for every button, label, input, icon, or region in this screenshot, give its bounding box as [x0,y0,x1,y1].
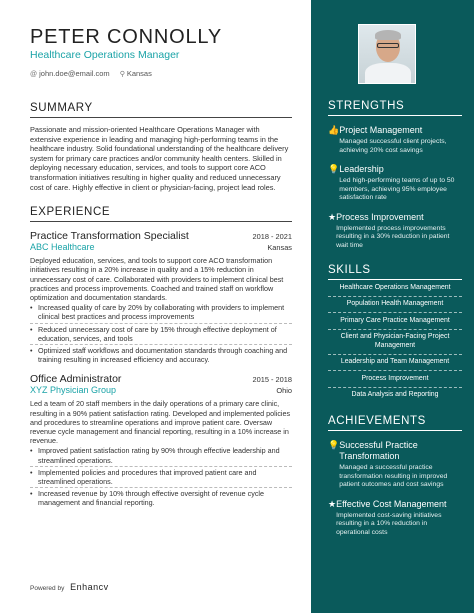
location-contact [120,69,152,78]
job-location: Ohio [276,386,292,396]
achievement-desc: Implemented cost-saving initiatives resulting in a 10% reduction in operational costs [336,511,442,536]
job-dates: 2015 - 2018 [252,375,292,385]
profile-photo [358,24,416,84]
job-location: Kansas [267,243,292,253]
job-bullet: • Improved patient satisfaction rating by 90% through effective leadership and streamlined operations. [30,446,292,466]
job-description: Led a team of 20 staff members in the daily operations of a primary care clinic, resulting in a 90% patient satisfaction rating. Developed and implemented policies and procedures to streamline operations and improve patient care. Oversaw revenue cycle management and financial reporting, resulting in a 10% increase in revenue. [30,399,291,446]
job-position: Office Administrator [30,373,122,386]
job-bullets [30,303,292,365]
photo-shirt [365,63,411,84]
powered-by [30,582,109,592]
summary-heading: SUMMARY [30,102,292,118]
star-icon: ★ [328,498,337,509]
job-position: Practice Transformation Specialist [30,230,189,243]
at-icon: @ [30,71,38,78]
strength-name: Leadership [339,164,384,174]
strength-desc: Managed successful client projects, achieving 20% cost savings [339,138,447,154]
lightbulb-icon: 💡 [328,164,340,174]
photo-glasses [377,43,399,48]
job-bullet: • Increased revenue by 10% through effective oversight of revenue cycle management and financial reporting. [30,489,292,508]
skill-item: Healthcare Operations Management [328,280,462,297]
achievement-desc: Managed a successful practice transformation resulting in improved patient outcomes and cost savings [339,464,448,488]
achievement-name: Effective Cost Management [336,498,447,509]
strength-name: Project Management [339,125,423,135]
strength-item [328,164,462,203]
company-name: XYZ Physician Group [30,385,117,396]
job-bullet: • Increased quality of care by 20% by collaborating with providers to implement clinical best practices and process improvements [30,303,292,323]
job-description: Deployed education, services, and tools to support core ACO transformation initiatives resulting in a 20% increase in quality and a 15% reduction in unnecessary cost of care. Collaborated with providers to implement clinical best practices and process improvements. Coached and trained staff on workflow optimization and documentation standards. [30,256,284,302]
strength-name: Process Improvement [336,211,424,222]
skill-item: Population Health Management [328,297,462,314]
job-dates: 2018 - 2021 [252,232,292,242]
skill-item: Primary Care Practice Management [328,313,462,330]
skill-item: Client and Physician-Facing Project Management [328,330,462,355]
strength-desc: Led high-performing teams of up to 50 members, achieving 95% employee satisfaction rate [339,177,455,201]
job-bullets [30,446,292,508]
skills-heading: SKILLS [328,264,462,280]
map-pin-icon: ⚲ [119,71,125,78]
company-name: ABC Healthcare [30,242,95,253]
experience-entry [30,230,292,365]
location-text: Kansas [126,69,152,78]
experience-entry [30,373,292,508]
job-bullet: • Reduced unnecessary cost of care by 15% through effective deployment of education, services, and tools [30,325,292,345]
powered-by-label: Powered by [30,585,65,592]
thumbs-up-icon: 👍 [328,125,340,135]
achievements-heading: ACHIEVEMENTS [328,415,462,431]
strengths-heading: STRENGTHS [328,100,462,116]
resume-name: PETER CONNOLLY [30,26,222,48]
strength-item [328,212,462,251]
brand-logo[interactable]: Enhancv [70,582,109,592]
skills-list [328,280,462,403]
sidebar [311,0,474,613]
lightbulb-icon: 💡 [328,440,340,450]
summary-text: Passionate and mission-oriented Healthcare Operations Manager with extensive experience in leading and managing high-performing teams in the healthcare industry. Solid foundational understanding of the healthcare delivery system for primary care practices and/or community health centers. Skilled in deploying necessary education, services, and tools to support core ACO transformation initiatives resulting in higher quality and reduced unnecessary cost of care. Highly effective in client or physician-facing, project lead roles. [30,125,289,192]
achievement-item [328,499,462,538]
skill-item: Process Improvement [328,371,462,388]
achievement-name: Successful Practice Transformation [339,440,418,461]
experience-heading: EXPERIENCE [30,206,292,222]
email-text: john.doe@email.com [39,69,110,78]
photo-hair [375,30,401,40]
strength-item [328,125,462,155]
skill-item: Data Analysis and Reporting [351,391,439,398]
email-contact[interactable] [30,69,110,78]
achievement-item [328,440,462,490]
contact-row [30,69,292,78]
job-bullet: • Optimized staff workflows and documentation standards through coaching and training resulting in increased efficiency and accuracy. [30,346,292,365]
skill-item: Leadership and Team Management [328,355,462,372]
job-title: Healthcare Operations Manager [30,49,180,61]
strength-desc: Implemented process improvements resulting in a 30% reduction in patient wait time [336,224,450,249]
job-bullet: • Implemented policies and procedures that improved patient care and streamlined operations. [30,468,292,488]
star-icon: ★ [328,211,337,222]
